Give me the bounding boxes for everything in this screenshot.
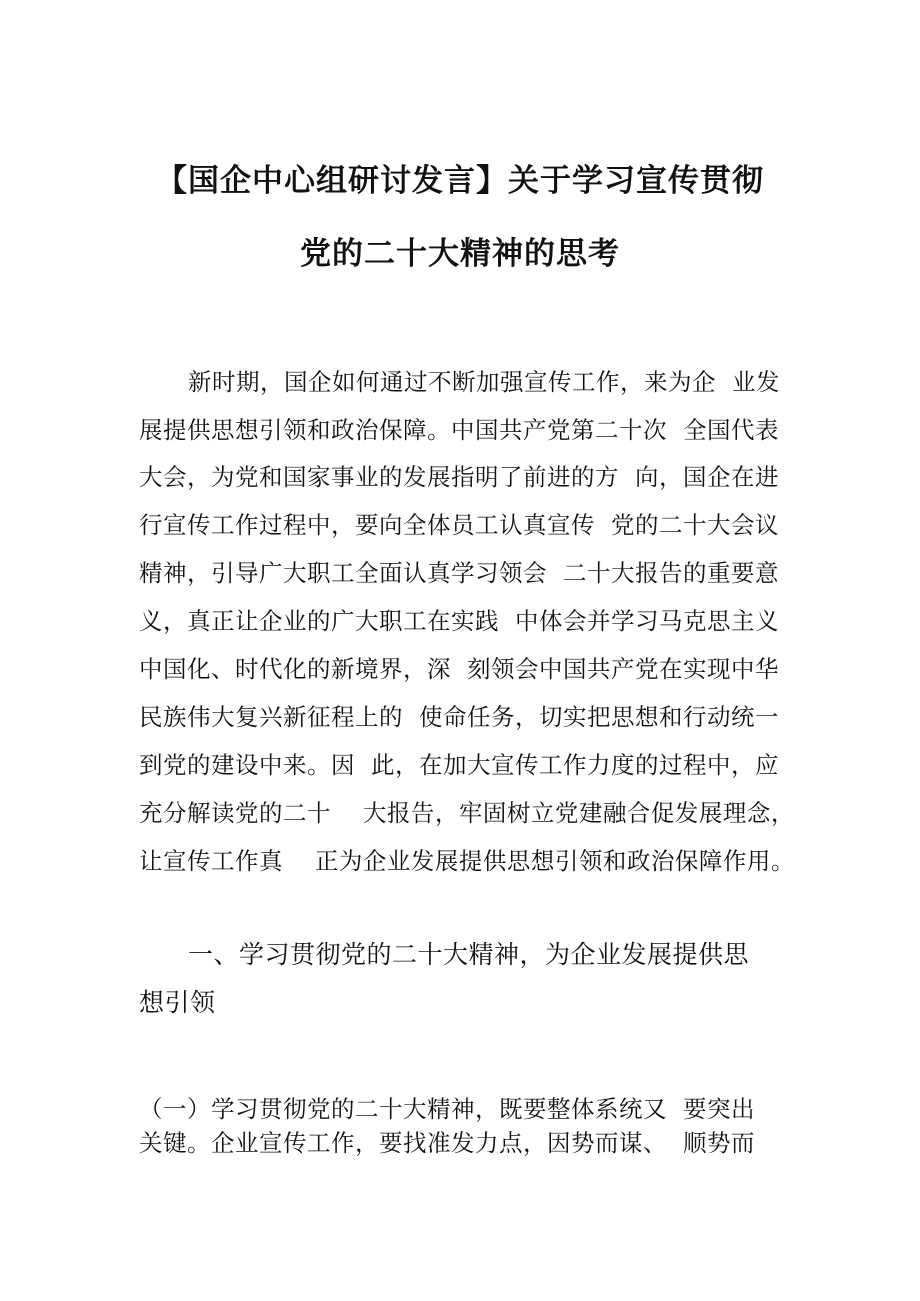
document-title-line-2: 党的二十大精神的思考 bbox=[300, 236, 620, 272]
paragraph-1-line-9: 到党的建设中来。因 此，在加大宣传工作力度的过程中，应 bbox=[139, 751, 779, 779]
paragraph-2-line-1: （一）学习贯彻党的二十大精神，既要整体系统又 要突出 bbox=[139, 1095, 755, 1123]
paragraph-2-line-2: 关键。企业宣传工作，要找准发力点，因势而谋、 顺势而 bbox=[139, 1129, 755, 1157]
section-heading-1-line-1: 一、学习贯彻党的二十大精神，为企业发展提供思 bbox=[188, 940, 750, 969]
paragraph-1-line-7: 中国化、时代化的新境界，深 刻领会中国共产党在实现中华 bbox=[139, 655, 779, 683]
paragraph-1-line-11: 让宣传工作真 正为企业发展提供思想引领和政治保障作用。 bbox=[139, 847, 795, 875]
paragraph-1-line-5: 精神，引导广大职工全面认真学习领会 二十大报告的重要意 bbox=[139, 559, 779, 587]
paragraph-1-line-2: 展提供思想引领和政治保障。中国共产党第二十次 全国代表 bbox=[139, 416, 779, 444]
paragraph-1-line-3: 大会，为党和国家事业的发展指明了前进的方 向，国企在进 bbox=[139, 463, 779, 491]
section-heading-1-line-2: 想引领 bbox=[139, 988, 216, 1017]
paragraph-1-line-4: 行宣传工作过程中，要向全体员工认真宣传 党的二十大会议 bbox=[139, 511, 779, 539]
document-title-line-1: 【国企中心组研讨发言】关于学习宣传贯彻 bbox=[156, 163, 764, 199]
paragraph-1-line-6: 义，真正让企业的广大职工在实践 中体会并学习马克思主义 bbox=[139, 607, 779, 635]
paragraph-1-line-1: 新时期，国企如何通过不断加强宣传工作，来为企 业发 bbox=[188, 368, 780, 396]
paragraph-1-line-10: 充分解读党的二十 大报告，牢固树立党建融合促发展理念， bbox=[139, 799, 795, 827]
paragraph-1-line-8: 民族伟大复兴新征程上的 使命任务，切实把思想和行动统一 bbox=[139, 703, 779, 731]
